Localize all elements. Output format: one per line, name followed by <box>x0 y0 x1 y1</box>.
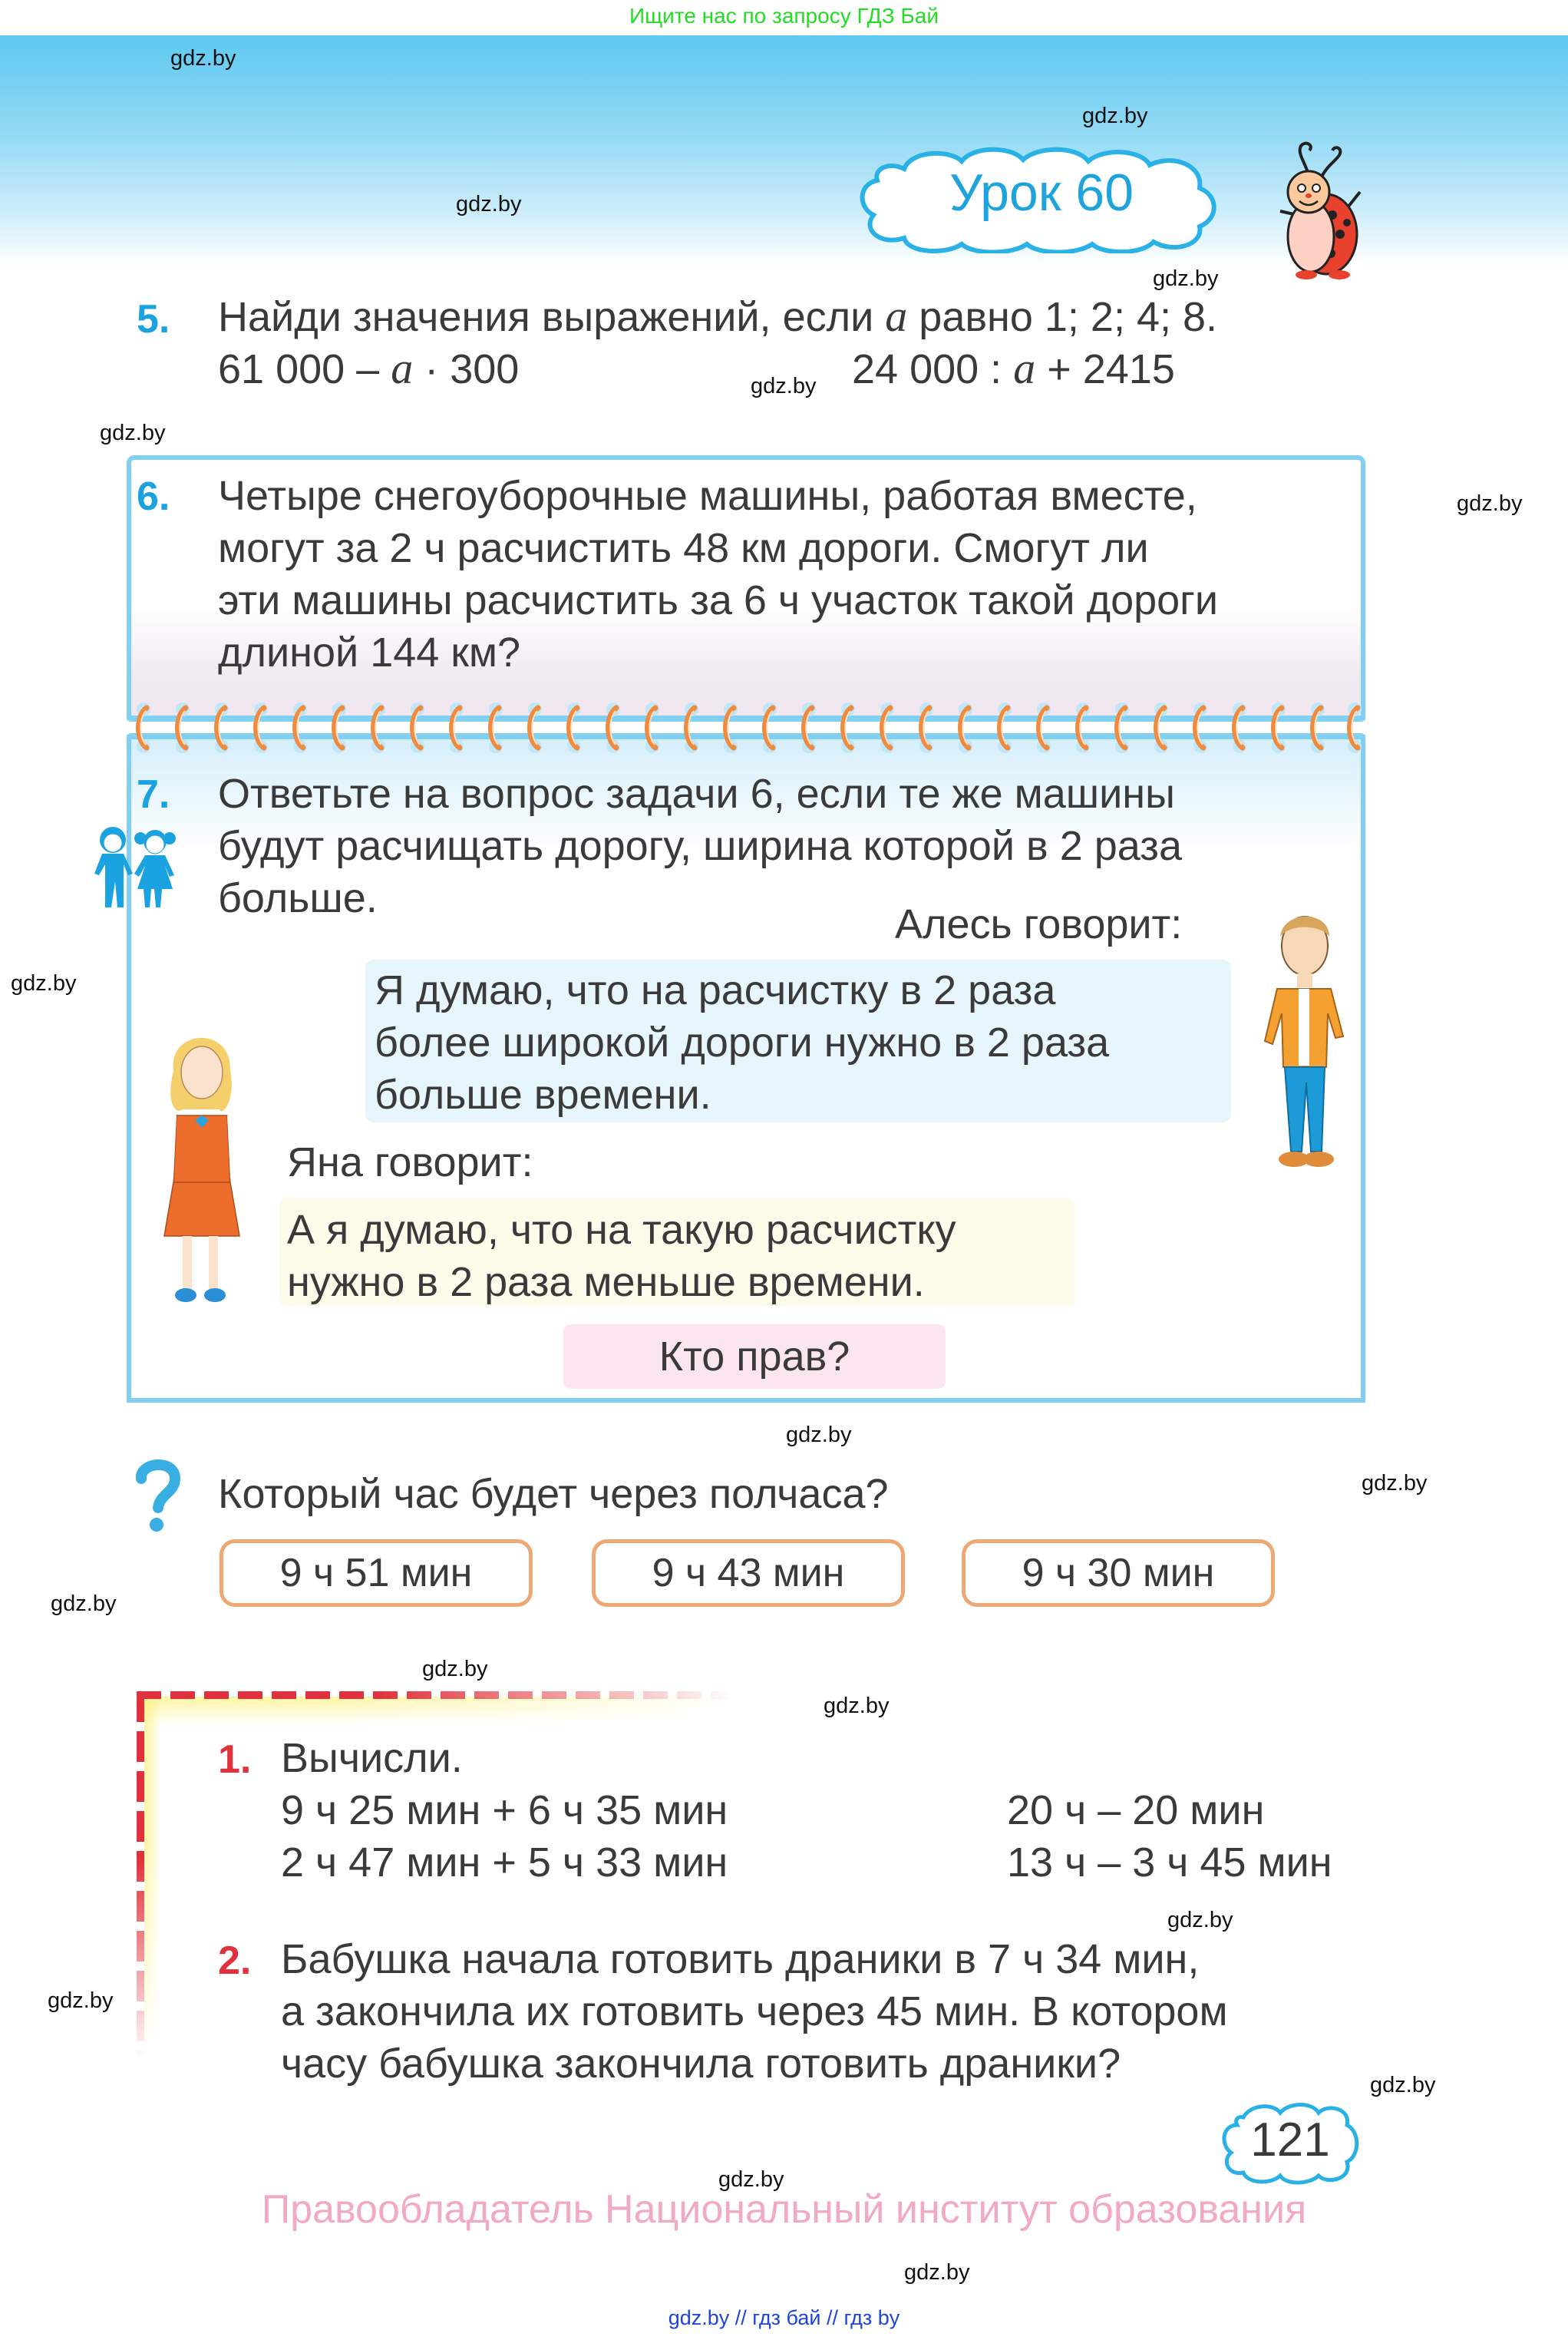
task-7-line: Ответьте на вопрос задачи 6, если те же машины <box>218 771 1175 817</box>
girl-yana-illustration-icon <box>160 1025 244 1313</box>
variable-a: a <box>1013 343 1036 393</box>
expression: 20 ч – 20 мин <box>1007 1787 1265 1833</box>
yana-line: А я думаю, что на такую расчистку <box>287 1207 956 1253</box>
ales-line: Я думаю, что на расчистку в 2 раза <box>375 967 1056 1013</box>
watermark: gdz.by <box>1167 1908 1233 1932</box>
watermark: gdz.by <box>824 1694 890 1718</box>
pair-work-children-icon <box>88 821 184 910</box>
watermark: gdz.by <box>1153 266 1219 291</box>
watermark: gdz.by <box>11 971 77 996</box>
watermark: gdz.by <box>751 374 817 398</box>
who-is-right-text: Кто прав? <box>659 1334 850 1380</box>
homework-dashed-corner <box>137 1691 144 2060</box>
ales-line: более широкой дороги нужно в 2 раза <box>375 1020 1110 1066</box>
lesson-title: Урок 60 <box>949 164 1134 222</box>
task-7-number: 7. <box>137 772 170 817</box>
homework-task-2-line: а закончила их готовить через 45 мин. В котором <box>281 1988 1228 2034</box>
task-5-number: 5. <box>137 297 170 342</box>
question-text: Который час будет через полчаса? <box>218 1471 889 1517</box>
task-5-text-before: Найди значения выражений, если <box>218 294 886 340</box>
ales-line: больше времени. <box>375 1072 711 1118</box>
task-7-line: будут расчищать дорогу, ширина которой в 2 раза <box>218 823 1182 869</box>
watermark: gdz.by <box>48 1988 114 2013</box>
expr-part: + 2415 <box>1035 346 1175 392</box>
homework-task-1-title: Вычисли. <box>281 1735 463 1781</box>
who-is-right-prompt <box>563 1324 946 1389</box>
watermark: gdz.by <box>718 2167 784 2192</box>
expression: 13 ч – 3 ч 45 мин <box>1007 1839 1332 1886</box>
homework-dashed-corner <box>137 1691 735 1699</box>
homework-corner-glow <box>140 1697 738 1724</box>
answer-choice-2[interactable]: 9 ч 43 мин <box>592 1539 905 1607</box>
watermark: gdz.by <box>170 46 236 71</box>
task-5-expression-2 <box>852 342 1175 395</box>
copyright-notice: Правообладатель Национальный институт образования <box>261 2187 1307 2232</box>
yana-label: Яна говорит: <box>287 1139 533 1185</box>
watermark: gdz.by <box>1370 2073 1436 2097</box>
page-number: 121 <box>1250 2114 1330 2166</box>
homework-task-2-number: 2. <box>218 1938 252 1983</box>
watermark: gdz.by <box>786 1423 852 1447</box>
watermark: gdz.by <box>1362 1471 1428 1496</box>
watermark: gdz.by <box>51 1591 117 1616</box>
homework-task-2-text <box>281 1933 1228 2090</box>
yana-speech-text <box>287 1204 956 1308</box>
ales-label: Алесь говорит: <box>895 901 1183 947</box>
answer-choice-1[interactable]: 9 ч 51 мин <box>220 1539 533 1607</box>
spiral-binding-icon <box>134 700 1362 755</box>
watermark: gdz.by <box>1082 104 1148 128</box>
answer-choice-3[interactable]: 9 ч 30 мин <box>962 1539 1275 1607</box>
footer-links[interactable]: gdz.by // гдз бай // гдз by <box>668 2306 900 2329</box>
task-6-line: Четыре снегоуборочные машины, работая вместе, <box>218 473 1197 519</box>
ales-speech-text <box>375 964 1109 1121</box>
homework-task-1-number: 1. <box>218 1737 252 1782</box>
watermark: gdz.by <box>1457 491 1523 516</box>
task-7-line: больше. <box>218 875 378 921</box>
question-mark-icon <box>130 1457 184 1534</box>
expression: 9 ч 25 мин + 6 ч 35 мин <box>281 1787 728 1833</box>
variable-a: a <box>391 343 414 393</box>
task-6-number: 6. <box>137 474 170 519</box>
watermark: gdz.by <box>904 2260 970 2285</box>
homework-task-1-right-column <box>1007 1784 1332 1889</box>
expr-part: 24 000 : <box>852 346 1014 392</box>
expression: 2 ч 47 мин + 5 ч 33 мин <box>281 1839 728 1886</box>
homework-corner-glow <box>144 1697 161 2057</box>
homework-task-2-line: часу бабушка закончила готовить драники? <box>281 2041 1121 2087</box>
task-6-line: могут за 2 ч расчистить 48 км дороги. Смогут ли <box>218 525 1149 571</box>
expr-part: 61 000 – <box>218 346 391 392</box>
top-banner: Ищите нас по запросу ГДЗ Бай <box>629 4 939 28</box>
watermark: gdz.by <box>422 1657 488 1681</box>
watermark: gdz.by <box>100 421 166 445</box>
boy-ales-illustration-icon <box>1245 906 1360 1182</box>
task-5-text <box>218 290 1217 343</box>
task-5-expression-1 <box>218 342 519 395</box>
variable-a: a <box>885 291 908 341</box>
ladybug-mascot-icon <box>1274 138 1381 280</box>
watermark: gdz.by <box>456 192 522 216</box>
task-6-line: эти машины расчистить за 6 ч участок такой дороги <box>218 577 1219 623</box>
task-6-line: длиной 144 км? <box>218 630 521 676</box>
expr-part: · 300 <box>413 346 520 392</box>
homework-task-2-line: Бабушка начала готовить драники в 7 ч 34 мин, <box>281 1936 1200 1982</box>
task-5-text-after: равно 1; 2; 4; 8. <box>907 294 1218 340</box>
task-6-text <box>218 470 1218 679</box>
homework-task-1-left-column <box>281 1784 728 1889</box>
yana-line: нужно в 2 раза меньше времени. <box>287 1259 925 1305</box>
